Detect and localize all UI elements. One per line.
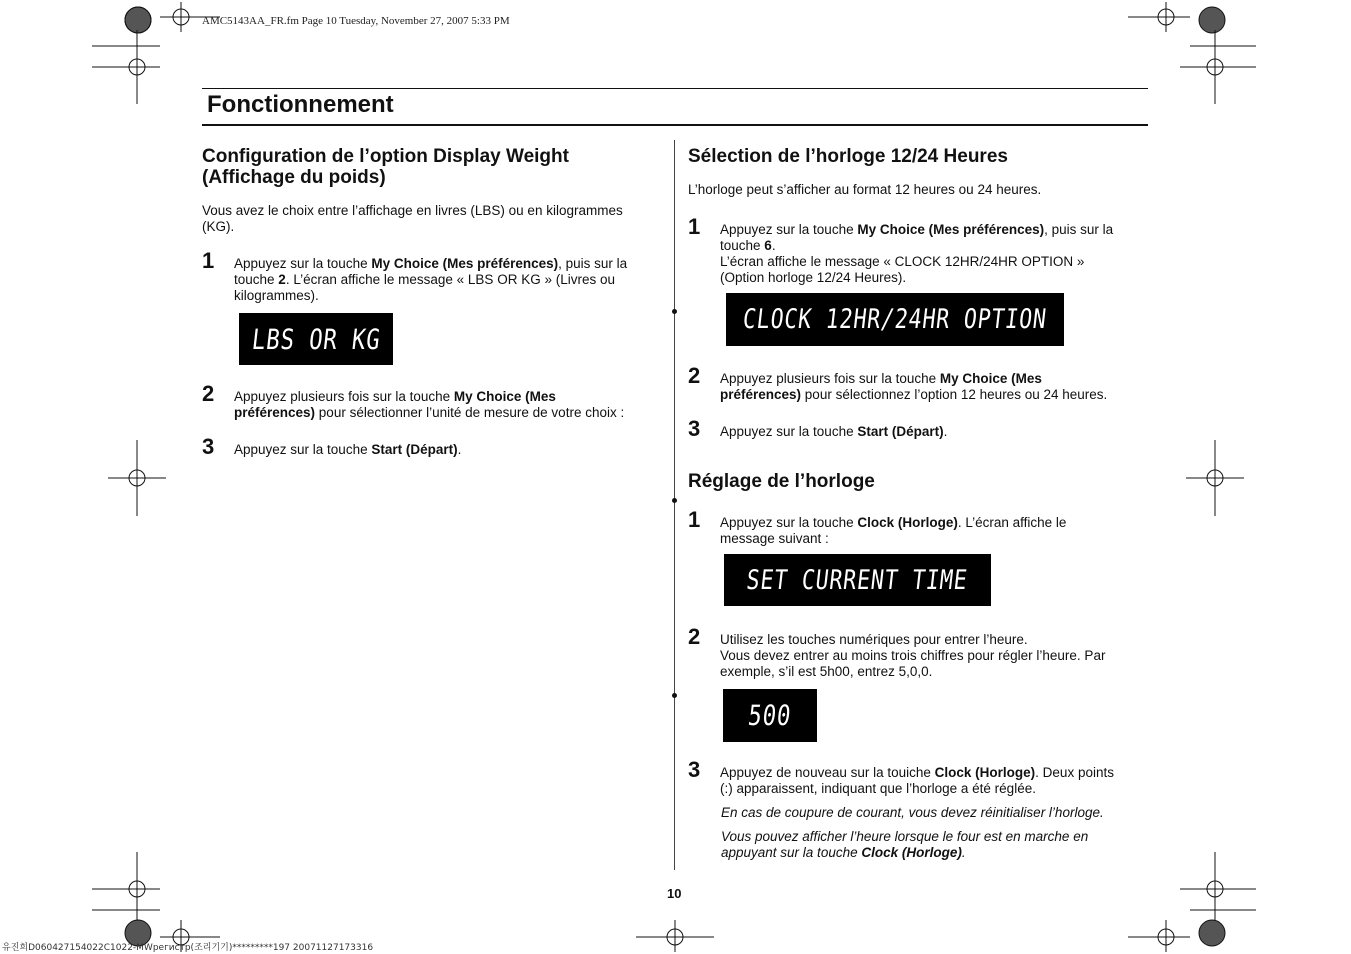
step-text: (Option horloge 12/24 Heures). — [720, 270, 907, 285]
title-top-rule — [202, 88, 1148, 89]
step-text: préférences) pour sélectionner l’unité de mesure de votre choix : — [234, 405, 625, 420]
section-heading: (Affichage du poids) — [202, 167, 386, 188]
step-text: (:) apparaissent, indiquant que l’horloge a été réglée. — [720, 781, 1036, 796]
step-text: Appuyez plusieurs fois sur la touche My Choice (Mes — [234, 389, 556, 404]
title-bottom-rule — [202, 124, 1148, 126]
section-heading: Configuration de l’option Display Weight — [202, 146, 569, 167]
step-number: 2 — [688, 624, 701, 649]
bullet-dot — [672, 693, 677, 698]
file-info-header: AMC5143AA_FR.fm Page 10 Tuesday, November 27, 2007 5:33 PM — [202, 15, 510, 27]
step-text: Vous devez entrer au moins trois chiffres pour régler l’heure. Par — [720, 648, 1106, 663]
note-text: En cas de coupure de courant, vous devez réinitialiser l’horloge. — [721, 805, 1104, 820]
footer-code: 유진희D060427154022C1022-MWрегистр(조리기기)*********197 20071127173316 — [2, 943, 374, 953]
step-text: Appuyez sur la touche Start (Départ). — [234, 442, 462, 457]
sunburst-mark-icon — [125, 7, 151, 33]
lcd-display: LBS OR KG — [239, 313, 393, 365]
step-number: 2 — [202, 381, 215, 406]
step-text: Utilisez les touches numériques pour entrer l’heure. — [720, 632, 1028, 647]
lcd-display: CLOCK 12HR/24HR OPTION — [726, 293, 1064, 346]
lcd-display: SET CURRENT TIME — [724, 554, 991, 606]
intro-text: L’horloge peut s’afficher au format 12 heures ou 24 heures. — [688, 182, 1042, 197]
step-text: Appuyez sur la touche My Choice (Mes préférences), puis sur la — [234, 256, 628, 271]
page-number: 10 — [667, 886, 682, 901]
note-text: Vous pouvez afficher l’heure lorsque le four est en marche en — [721, 829, 1089, 844]
step-text: L’écran affiche le message « CLOCK 12HR/24HR OPTION » — [720, 254, 1085, 269]
step-text: Appuyez plusieurs fois sur la touche My Choice (Mes — [720, 371, 1042, 386]
step-text: Appuyez de nouveau sur la touiche Clock (Horloge). Deux points — [720, 765, 1114, 780]
page-title: Fonctionnement — [207, 91, 394, 118]
step-text: kilogrammes). — [234, 288, 319, 303]
step-number: 3 — [688, 416, 701, 441]
step-text: Appuyez sur la touche Start (Départ). — [720, 424, 948, 439]
step-text: Appuyez sur la touche My Choice (Mes préférences), puis sur la — [720, 222, 1114, 237]
intro-text: Vous avez le choix entre l’affichage en livres (LBS) ou en kilogrammes — [202, 203, 623, 218]
step-number: 1 — [688, 507, 701, 532]
bullet-dot — [672, 498, 677, 503]
lcd-display: 500 — [723, 689, 817, 742]
step-number: 1 — [202, 248, 215, 273]
step-text: message suivant : — [720, 531, 829, 546]
step-text: préférences) pour sélectionnez l’option 12 heures ou 24 heures. — [720, 387, 1108, 402]
section-heading: Sélection de l’horloge 12/24 Heures — [688, 146, 1008, 167]
step-number: 1 — [688, 214, 701, 239]
section-heading: Réglage de l’horloge — [688, 471, 875, 492]
note-text: appuyant sur la touche Clock (Horloge). — [721, 845, 966, 860]
step-text: touche 6. — [720, 238, 776, 253]
intro-text: (KG). — [202, 219, 235, 234]
step-text: exemple, s’il est 5h00, entrez 5,0,0. — [720, 664, 933, 679]
step-text: Appuyez sur la touche Clock (Horloge). L’écran affiche le — [720, 515, 1067, 530]
bullet-dot — [672, 309, 677, 314]
step-text: touche 2. L’écran affiche le message « LBS OR KG » (Livres ou — [234, 272, 615, 287]
step-number: 3 — [202, 434, 215, 459]
step-number: 3 — [688, 757, 701, 782]
column-divider — [674, 140, 675, 870]
step-number: 2 — [688, 363, 701, 388]
